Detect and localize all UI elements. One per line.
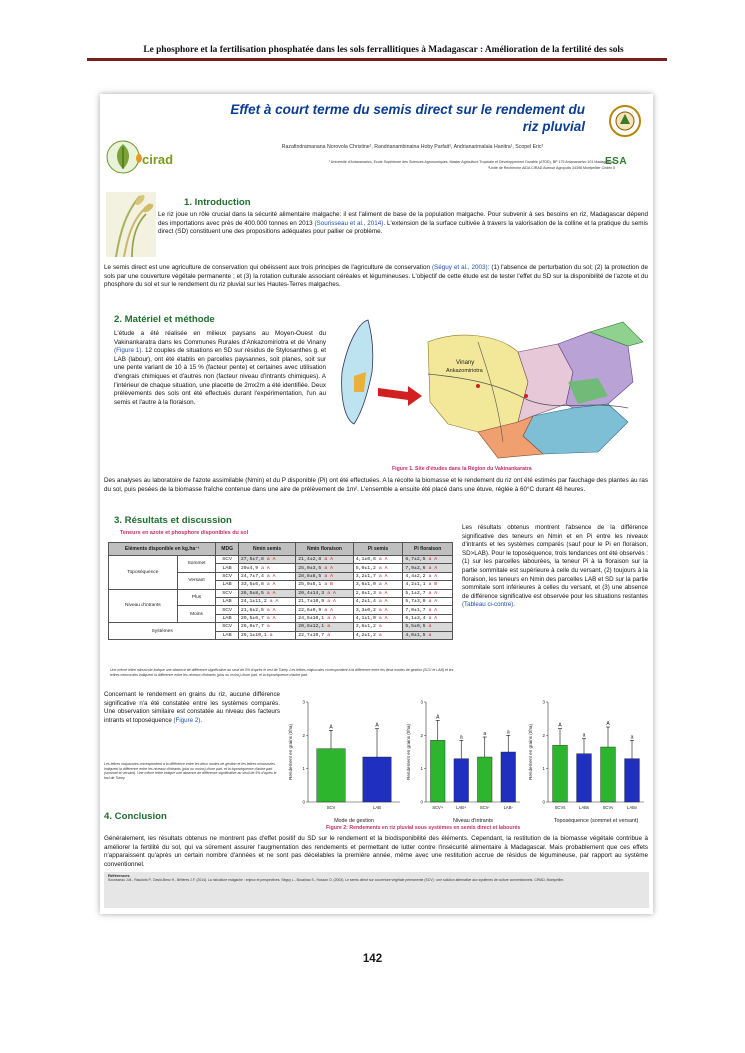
rice-plant-image (106, 192, 156, 257)
cell (353, 606, 403, 614)
cell (296, 623, 353, 631)
conclusion-heading: 4. Conclusion (104, 811, 167, 822)
cell-value: 28,5±8,5 (240, 590, 264, 596)
col-header-nmin-floraison: Nmin floraison (296, 543, 353, 556)
cell (296, 556, 353, 564)
cell (296, 564, 353, 572)
cell-value: 20±4,9 (240, 565, 259, 571)
y-tick-label: 1 (420, 766, 423, 772)
cell-value: 4,2±1,1 (405, 582, 426, 588)
x-axis-label: Toposéquence (sommet et versant) (553, 818, 639, 824)
cell-letters: a (327, 624, 331, 630)
cell-value: 22,6±9,9 (298, 607, 322, 613)
cell (238, 564, 295, 572)
cell-letters: a A (428, 565, 438, 571)
cell-value: 21,4±2,8 (298, 557, 322, 563)
cell (238, 631, 295, 639)
x-tick-label: LABs (578, 805, 590, 810)
y-tick-label: 3 (302, 699, 305, 705)
cell (403, 623, 453, 631)
page-number: 142 (362, 953, 383, 965)
cell-letters: a A (428, 607, 438, 613)
x-tick-label: SCV- (479, 805, 490, 810)
cell-value: 27,5±7,8 (240, 557, 264, 563)
cell (353, 581, 403, 589)
cell-value: 26,0±7,7 (240, 624, 264, 630)
cell-mdg: LAB (216, 581, 238, 589)
cell-letters: a A (327, 615, 336, 621)
cell-value: 6,1±3,4 (405, 615, 426, 621)
cell-value: 3,2±1,7 (355, 573, 376, 579)
significance-letter: a (630, 734, 634, 741)
table-title: Teneurs en azote et phosphore disponibles du sol (120, 530, 249, 536)
cell-letters: a (428, 624, 432, 630)
figure-2-note: Les lettres majuscules correspondent à la différence entre les deux modes de gestion et les lettres minuscules indiquent la différence entre les niveaux d'intrants (plus ou moins) d'une part, et la toposéquence d'autre part (sommet et versant). Une même lettre indique une absence de différence significative au seuil de 5% d'après le test de Tukey. (104, 762, 277, 780)
y-tick-label: 3 (420, 699, 423, 705)
cell-letters: a A (324, 557, 333, 563)
cell (238, 623, 295, 631)
cell-letters: a A (269, 599, 279, 605)
cell-value: 4,4±2,2 (405, 573, 426, 579)
cell-letters: a A (327, 599, 336, 605)
cell (296, 614, 353, 622)
bar (454, 759, 469, 802)
cell-letters: a A (378, 557, 388, 563)
cell (353, 614, 403, 622)
cell-value: 24,7±7,4 (240, 573, 264, 579)
cell-value: 5,7±3,0 (405, 599, 426, 605)
cell (238, 556, 295, 564)
cell-value: 33,5±6,8 (240, 582, 264, 588)
cell-letters: a A (428, 590, 438, 596)
cell (238, 581, 295, 589)
cell-letters: a (378, 624, 382, 630)
cell (403, 581, 453, 589)
intro-paragraph-2: Le semis direct est une agriculture de conservation qui obéissent aux trois principes de l'agriculture de conservation (Séguy et al., 2003): (1) l'absence de perturbation du sol; (2) la protection de sols par une couverture végétale permanente ; et (3) la rotation culturale associant céréales et légumineuses. L'objectif de cette étude est de tester l'effet du SD sur la disponibilité de l'azote et du phosphore du sol et sur le rendement du riz pluvial sur les Hautes-Terres malgaches. (104, 264, 648, 289)
significance-letter: A (375, 722, 379, 729)
cell-value: 26,1±10,1 (240, 632, 267, 638)
cell-letters: a B (428, 582, 438, 588)
table-row (109, 556, 453, 564)
cell-letters: a A (428, 599, 438, 605)
table-row (109, 623, 453, 631)
cell-value: 28,8±8,5 (298, 573, 322, 579)
cell-letters: a A (428, 557, 438, 563)
significance-letter: A (329, 724, 333, 731)
cell-value: 7,0±1,7 (405, 607, 426, 613)
y-tick-label: 0 (542, 799, 545, 805)
results-heading: 3. Résultats et discussion (114, 515, 232, 526)
region-vinany (428, 335, 528, 432)
row-subgroup-moins: Moins (177, 606, 216, 623)
table-note: Une même lettre minuscule indique une absence de différence significative au seuil de 5% d'après le test de Tukey. Les lettres majuscules correspondent à la différence entre les deux modes de gestion (SCV et LAB) et les lettres minuscules indiquent la différence entre les niveaux d'intrants (plus ou moins) d'une part, et la toposéquence d'autre part. (110, 668, 454, 677)
page-header: Le phosphore et la fertilisation phosphatée dans les sols ferrallitiques à Madagascar : Amélioration de la fertilité des sols (143, 45, 624, 55)
cell (238, 597, 295, 605)
cell-letters: a A (324, 573, 333, 579)
cell (238, 589, 295, 597)
cell-letters: a A (378, 599, 388, 605)
yield-chart-mode-gestion (286, 696, 406, 826)
row-subgroup-plus: Plus (177, 589, 216, 606)
x-tick-label: SCVv (602, 805, 614, 810)
y-tick-label: 1 (302, 766, 305, 772)
conclusion-paragraph: Généralement, les résultats obtenus ne montrent pas d'effet positif du SD sur le rendement et la biodisponibilité des éléments. Cependant, la restitution de la biomasse végétale contribue à améliorer la fertilité du sol, qui va sûrement assurer l'augmentation des rendements et permettant de lutter contre l'insécurité alimentaire à Madagascar. Mais probablement que ces effets n'apparaissent qu'après un certain nombre d'années et ne sont pas décelables la première année, même avec une restitution accrue de résidus de légumineuse, par rapport au système conventionnel. (104, 835, 648, 868)
cell (353, 564, 403, 572)
references-box (104, 872, 649, 908)
x-tick-label: SCV (326, 805, 336, 810)
cell (296, 581, 353, 589)
soil-nutrient-table (108, 542, 453, 640)
bar (317, 749, 346, 802)
cell-mdg: SCV (216, 556, 238, 564)
cell (296, 589, 353, 597)
cell (238, 572, 295, 580)
bar (625, 759, 640, 802)
references-text: Sourisseau J.M., Rasolofo P., David-Benz H., Bélières J.F. (2014). La riziculture malgache : enjeux et perspectives. Séguy L., Bouzinac S., Husson O. (2003). Le semis direct sur couverture végétale permanente (SCV) : une solution alternative aux systèmes de culture conventionnels. CIRAD, Montpellier. (108, 878, 565, 883)
intro-heading: 1. Introduction (184, 197, 251, 208)
x-axis-label: Niveau d'intrants (453, 818, 493, 824)
cell-value: 4,2±1,4 (355, 599, 376, 605)
y-tick-label: 0 (302, 799, 305, 805)
x-tick-label: LAB (373, 805, 381, 810)
cell (403, 556, 453, 564)
cell (403, 564, 453, 572)
cell (403, 631, 453, 639)
significance-letter: A (558, 722, 562, 729)
cirad-logo: cirad (142, 152, 174, 167)
cell-letters: a A (378, 590, 388, 596)
cell-value: 5,1±2,7 (405, 590, 426, 596)
y-tick-label: 0 (420, 799, 423, 805)
row-group-intrants: Niveau d'intrants (109, 589, 178, 623)
significance-letter: A (436, 714, 440, 721)
bar (601, 747, 616, 802)
cell-value: 20,4±14,3 (298, 590, 325, 596)
cell-mdg: SCV (216, 589, 238, 597)
cell-letters: a A (266, 582, 276, 588)
x-tick-label: LABv (626, 805, 638, 810)
cell-letters: a (269, 632, 273, 638)
esa-logo: ESA (605, 156, 628, 167)
row-group-toposequence: Toposéquence (109, 556, 178, 590)
cell-value: 24,1±11,2 (240, 599, 267, 605)
bar (501, 752, 516, 802)
cell (353, 589, 403, 597)
cell-value: 6,7±2,5 (405, 557, 426, 563)
results-right-paragraph: Les résultats obtenus montrent l'absence de la différence significative des teneurs en Nmin et en Pi entre les niveaux d'intrants et les systèmes comparés (sauf pour le Pi en floraison, SD>LAB). Pour le toposéquence, trois tendances ont été observés : (1) sur les parcelles labourées, la teneur Pi à la floraison sur la partie sommitale est supérieure à celle du versant, (2) toujours à la floraison, les teneurs en Nmin des parcelles LAB et SD sur la partie sommitale sont inférieures à celles du versant, et (3) une absence de différence significative est observée pour les situations restantes (Tableau ci-contre). (462, 524, 648, 609)
cell-letters: a A (378, 573, 388, 579)
cell-letters: a A (324, 607, 333, 613)
bar (430, 740, 445, 802)
figure-1-caption: Figure 1. Site d'études dans la Région du Vakinankaratra (392, 466, 532, 472)
cell (353, 597, 403, 605)
cell-mdg: SCV (216, 623, 238, 631)
cell-value: 4,0±1,5 (405, 632, 426, 638)
cell-letters: a (327, 632, 331, 638)
cell (403, 614, 453, 622)
bar (363, 757, 392, 802)
esa-emblem-icon (608, 104, 642, 138)
cell-value: 24,5±10,1 (298, 615, 325, 621)
cell-letters: a (266, 624, 270, 630)
y-tick-label: 2 (302, 732, 305, 738)
cell-letters: a A (327, 590, 336, 596)
cell (353, 572, 403, 580)
col-header-mdg: MDG (216, 543, 238, 556)
cirad-swirl-icon (134, 152, 144, 164)
cell-letters: a (378, 632, 382, 638)
cell-value: 3,3±0,2 (355, 607, 376, 613)
significance-letter: A (606, 721, 610, 727)
cell-mdg: SCV (216, 606, 238, 614)
row-group-systemes: Systèmes (109, 623, 216, 640)
cell-value: 7,9±2,6 (405, 565, 426, 571)
cell-value: 5,0±1,2 (355, 565, 376, 571)
results-left-paragraph: Concernant le rendement en grains du riz, aucune différence significative n'a été constatée entre les systèmes comparés. Une observation similaire est constatée au niveau des facteurs intrants et toposéquence (Figure 2). (104, 691, 280, 724)
cell-value: 21,7±10,9 (298, 599, 325, 605)
figure-2-caption: Figure 2: Rendements en riz pluvial sous systèmes en semis direct et labourés (326, 825, 521, 831)
cell-letters: a A (266, 607, 276, 613)
x-axis-label: Mode de gestion (334, 818, 374, 824)
methods-heading: 2. Matériel et méthode (114, 314, 215, 325)
x-tick-label: SCV+ (432, 805, 444, 810)
cell (296, 631, 353, 639)
methods-paragraph-1: L'étude a été réalisée en milieux paysans au Moyen-Ouest du Vakinankaratra dans les Communes Rurales d'Ankazomiriotra et de Vinany (Figure 1). 12 couples de situations en SD sur résidus de Stylosanthes g. et LAB (labour), ont été établis en parcelles paysannes, soit planes, soit sur une pente variant de 10 à 15 % (facteur pente) et certaines avec utilisation d'engrais chimiques et d'autres non (facteur niveau d'intrants chimiques). A l'intérieur de chaque situation, une placette de 2mx2m a été identifiée. Deux prélèvements des sols ont été effectués durant l'expérimentation, l'un au semis et l'autre à la floraison. (114, 330, 327, 406)
cell-letters: a A (378, 615, 388, 621)
bar (553, 745, 568, 802)
cell-letters: a A (378, 565, 388, 571)
cell (403, 606, 453, 614)
title-line-2: riz pluvial (522, 119, 585, 134)
cell-letters: a (428, 632, 432, 638)
yield-chart-intrants (404, 696, 526, 826)
affiliation-1: ¹ Université d'Antananarivo, Ecole Supérieure des Sciences Agronomiques, Master Agriculture Tropicale et Développement Durable (ATDD), BP 175 Antananarivo 101 Madagascar. (328, 160, 615, 164)
cell-letters: a A (266, 557, 276, 563)
cell-letters: a A (266, 590, 276, 596)
y-tick-label: 2 (420, 732, 423, 738)
header-rule (87, 58, 667, 61)
row-subgroup-versant: Versant (177, 572, 216, 589)
bar (577, 754, 592, 802)
cell (403, 589, 453, 597)
significance-letter: a (582, 732, 586, 739)
cell-letters: a A (428, 573, 438, 579)
significance-letter: a (459, 734, 463, 741)
study-site-map (328, 312, 648, 462)
cell (403, 597, 453, 605)
cell-letters: a A (266, 615, 276, 621)
authors: Razafindramanana Norovola Christine¹, Randrianambinaina Hoby Parfait¹, Andrianarimalala Hanitra¹, Scopel Eric² (281, 144, 544, 150)
cell-letters: a B (324, 582, 333, 588)
y-axis-label: Rendement en grains (t/ha) (528, 724, 533, 780)
y-tick-label: 1 (542, 766, 545, 772)
y-tick-label: 2 (542, 732, 545, 738)
cell-value: 4,1±1,0 (355, 615, 376, 621)
cell (238, 606, 295, 614)
significance-letter: a (506, 729, 510, 736)
title-line-1: Effet à court terme du semis direct sur le rendement du (230, 102, 585, 117)
cell (353, 623, 403, 631)
col-header-pi-floraison: Pi floraison (403, 543, 453, 556)
cell (296, 597, 353, 605)
cell-value: 25,0±3,5 (298, 565, 322, 571)
y-axis-label: Rendement en grains (t/ha) (288, 724, 293, 780)
col-header-pi-semis: Pi semis (353, 543, 403, 556)
cell-value: 5,5±0,5 (405, 624, 426, 630)
cell (353, 631, 403, 639)
cell (296, 572, 353, 580)
map-label-vinany: Vinany (456, 360, 475, 366)
y-axis-label: Rendement en grains (t/ha) (406, 724, 411, 780)
row-subgroup-sommet: Sommet (177, 556, 216, 573)
x-tick-label: LAB- (503, 805, 513, 810)
cell-value: 4,2±1,2 (355, 632, 376, 638)
cell-letters: a A (378, 607, 388, 613)
cell-value: 4,1±0,6 (355, 557, 376, 563)
cell-letters: a A (324, 565, 333, 571)
cell-value: 21,6±2,5 (240, 607, 264, 613)
intro-paragraph-1: Le riz joue un rôle crucial dans la sécurité alimentaire malgache: il est l'aliment de base de la population malgache. Pour subvenir à ses besoins en riz, Madagascar dépend des importations avec près de 400.000 tonnes en 2013 (Sourisseau et al., 2014). L'extension de la surface cultivée à travers la valorisation de la colline et la pratique du semis direct (SD) constituent une des propositions adéquates pour pallier ce problème. (158, 211, 648, 236)
references-heading: Références (108, 873, 130, 878)
significance-letter: a (483, 731, 487, 737)
poster (100, 94, 653, 914)
cell-mdg: LAB (216, 614, 238, 622)
cell-mdg: LAB (216, 631, 238, 639)
col-header-nmin-semis: Nmin semis (238, 543, 295, 556)
cell-letters: a A (261, 565, 270, 571)
cell-value: 3,6±1,0 (355, 582, 376, 588)
cell (403, 572, 453, 580)
y-tick-label: 3 (542, 699, 545, 705)
cell-letters: a A (428, 615, 438, 621)
x-tick-label: LAB+ (456, 805, 467, 810)
cell-value: 29,5±6,7 (240, 615, 264, 621)
col-header-elements: Eléments disponible en kg.ha⁻¹ (109, 543, 216, 556)
cell-letters: a A (266, 573, 276, 579)
cell-value: 25,0±5,1 (298, 582, 322, 588)
cell-value: 2,8±1,3 (355, 590, 376, 596)
cell-mdg: SCV (216, 572, 238, 580)
poster-title (195, 101, 585, 135)
x-tick-label: SCVs (554, 805, 566, 810)
cell-mdg: LAB (216, 597, 238, 605)
cell (353, 556, 403, 564)
cell-mdg: LAB (216, 564, 238, 572)
table-row (109, 589, 453, 597)
affiliations (220, 160, 615, 171)
cell-value: 20,8±12,1 (298, 624, 325, 630)
affiliation-2: ²Unité de Recherche AIDA CIRAD Avenue Agropolis 34398 Montpellier Cedex 5 (488, 165, 615, 170)
bar (477, 757, 492, 802)
methods-paragraph-2: Des analyses au laboratoire de l'azote assimilable (Nmin) et du P disponible (Pi) ont été effectuées. A la récolte la biomasse et le rendement du riz ont été estimés par fauchage des plantes au ras du sol, puis pesées de la biomasse fraîche contenue dans une aire de prélèvement de 1m². L'ensemble a ensuite été placé dans une étuve, réglée à 60°C durant 48 heures. (104, 477, 648, 493)
cell-letters: a A (378, 582, 388, 588)
map-label-ankazo: Ankazomiriotra (446, 368, 483, 374)
cell-value: 22,7±10,7 (298, 632, 325, 638)
cell (296, 606, 353, 614)
yield-chart-toposequence (526, 696, 650, 826)
cell (238, 614, 295, 622)
cell-value: 3,6±1,2 (355, 624, 376, 630)
